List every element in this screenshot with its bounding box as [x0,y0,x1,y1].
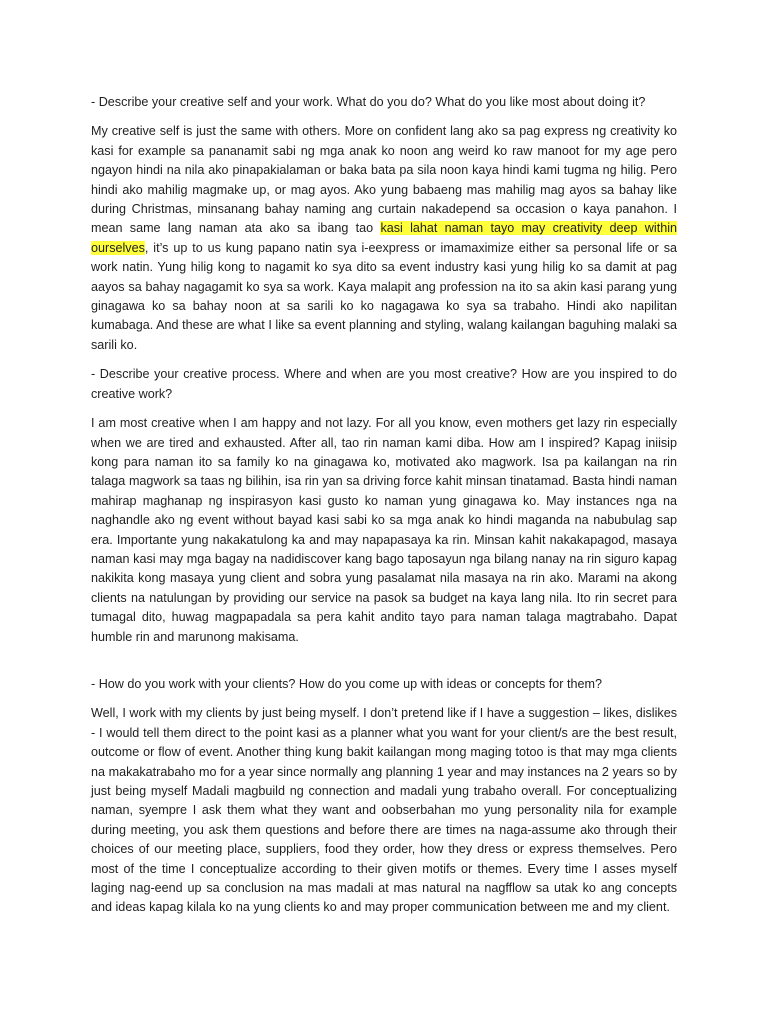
answer-1-text-end: , it’s up to us kung papano natin sya i-eexpress or imamaximize either sa personal life or sa work natin. Yung hilig kong to nagamit ko sya dito sa event industry kasi yung hilig ko sa damit at pag aayos sa bahay nagagamit ko sya sa work. Kaya malapit ang profession na ito sa akin kasi parang yung ginagawa ko sa bahay noon at sa sarili ko ko nagagawa ko sya sa trabaho. Hindi ako napilitan kumabaga. And these are what I like sa event planning and styling, walang kailangan baguhing malaki sa sarili ko. [91,240,677,352]
answer-3: Well, I work with my clients by just being myself. I don’t pretend like if I have a suggestion – likes, dislikes - I would tell them direct to the point kasi as a planner what you want for your client/s are the best result, outcome or flow of event. Another thing kung bakit kailangan mong maging totoo is that may mga clients na makakatrabaho mo for a year since normally ang planning 1 year and may instances na 2 years so by just being myself Madali magbuild ng connection and madali yung trabaho overall. For conceptualizing naman, syempre I ask them what they want and oobserbahan mo yung personality nila for example during meeting, you ask them questions and before there are times na naga-assume ako through their choices of our meeting place, suppliers, food they order, how they dress or express themselves. Pero most of the time I conceptualize according to their given motifs or themes. Every time I asses myself laging nag-eend up sa conclusion na mas madali at mas natural na nagfflow sa utak ko ang concepts and ideas kapag kilala ko na yung clients ko and may proper communication between me and my client. [91,706,677,915]
question-1: - Describe your creative self and your work. What do you do? What do you like most about doing it? [91,95,646,109]
blank-line [91,657,677,675]
answer-1-text-start: My creative self is just the same with others. More on confident lang ako sa pag express ng creativity ko kasi for example sa pananamit sabi ng mga anak ko noon ang weird ko raw manoot for my age pero ngayon hindi na nila ako pinapakialaman or baka bata pa sila noon kaya hindi kami tugma ng hilig. Pero hindi ako mahilig magmake up, or mag ayos. Ako yung babaeng mas mahilig mag ayos sa bahay like during Christmas, minsanang bahay naming ang curtain nakadepend sa occasion o kaya panahon. I mean same lang naman ata ako sa ibang tao [91,124,677,236]
question-2: - Describe your creative process. Where and when are you most creative? How are you inspired to do creative work? [91,367,677,401]
answer-2: I am most creative when I am happy and not lazy. For all you know, even mothers get lazy rin especially when we are tired and exhausted. After all, tao rin naman kami diba. How am I inspired? Kapag iniisip kong para naman ito sa family ko na ginagawa ko, motivated ako magwork. Isa pa kailangan na rin talaga magwork sa taas ng bilihin, isa rin yan sa driving force kahit minsan tinatamad. Basta hindi naman mahirap maghanap ng inspirasyon kasi gusto ko naman yung ginagawa ko. May instances nga na naghandle ako ng event without bayad kasi sabi ko sa mga anak ko hindi maganda na nabubulag sap era. Importante yung nakakatulong ka and may napapasaya ka rin. Minsan kahit nakakapagod, masaya naman kasi may mga bagay na nadidiscover kang bago taposayun nga bilang nanay na rin siguro kapag nakikita kong masaya yung client and sobra yung pasalamat nila masaya na rin ako. Marami na akong clients na natulungan by providing our service na pasok sa budget na kaya lang nila. Ito rin secret para tumagal dito, huwag magpapadala sa pera kahit andito tayo para naman talaga magtrabaho. Dapat humble rin and marunong makisama. [91,416,677,644]
document-page [91,93,677,928]
answer-1 [91,122,677,355]
question-3: - How do you work with your clients? How do you come up with ideas or concepts for them? [91,676,602,691]
highlighted-text: kasi lahat naman tayo may creativity deep within ourselves [91,221,677,255]
